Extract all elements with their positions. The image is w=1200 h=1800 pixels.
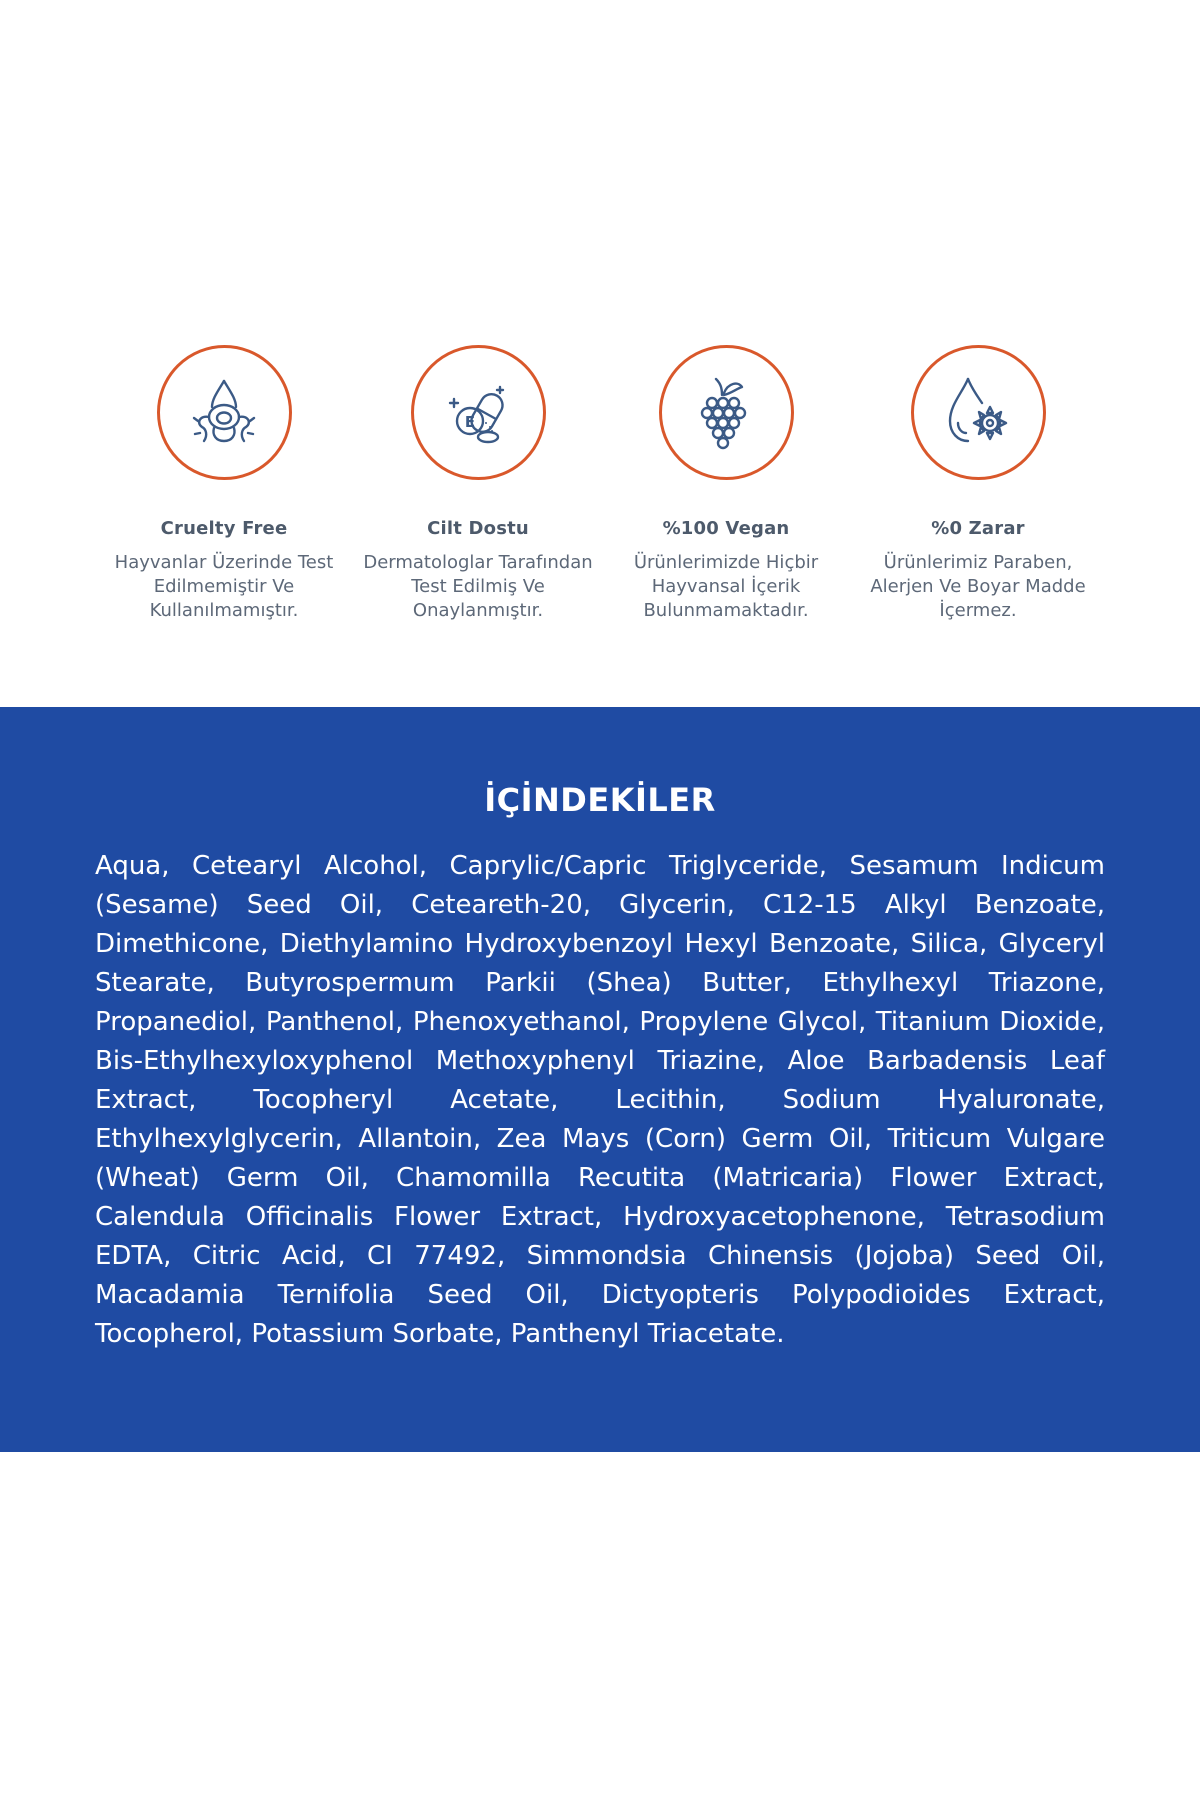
- ingredients-section: [0, 707, 1200, 1452]
- feature-title: Cruelty Free: [160, 518, 288, 539]
- cruelty-free-icon: [182, 371, 266, 455]
- feature-skin-friendly: [358, 345, 598, 623]
- feature-vegan: [606, 345, 846, 623]
- feature-badge-circle: [659, 345, 794, 480]
- grape-vegan-icon: [684, 371, 768, 455]
- feature-title: Cilt Dostu: [427, 518, 529, 539]
- feature-badge-circle: [911, 345, 1046, 480]
- feature-cruelty-free: [104, 345, 344, 623]
- feature-badge-circle: [157, 345, 292, 480]
- ingredients-list: Aqua, Cetearyl Alcohol, Caprylic/Capric Triglyceride, Sesamum Indicum (Sesame) Seed Oil, Ceteareth-20, Glycerin, C12-15 Alkyl Benzoate, Dimethicone, Diethylamino Hydroxybenzoyl Hexyl Benzoate, Silica, Glyceryl Stearate, Butyrospermum Parkii (Shea) Butter, Ethylhexyl Triazone, Propanediol, Panthenol, Phenoxyethanol, Propylene Glycol, Titanium Dioxide, Bis-Ethylhexyloxyphenol Methoxyphenyl Triazine, Aloe Barbadensis Leaf Extract, Tocopheryl Acetate, Lecithin, Sodium Hyaluronate, Ethylhexylglycerin, Allantoin, Zea Mays (Corn) Germ Oil, Triticum Vulgare (Wheat) Germ Oil, Chamomilla Recutita (Matricaria) Flower Extract, Calendula Officinalis Flower Extract, Hydroxyacetophenone, Tetrasodium EDTA, Citric Acid, CI 77492, Simmondsia Chinensis (Jojoba) Seed Oil, Macadamia Ternifolia Seed Oil, Dictyopteris Polypodioides Extract, Tocopherol, Potassium Sorbate, Panthenyl Triacetate.: [95, 851, 1105, 1349]
- feature-title: %100 Vegan: [662, 518, 790, 539]
- feature-description: Ürünlerimizde Hiçbir Hayvansal İçerik Bulunmamaktadır.: [633, 552, 819, 621]
- feature-description: Dermatologlar Tarafından Test Edilmiş Ve Onaylanmıştır.: [363, 552, 593, 621]
- svg-text:E: E: [464, 412, 476, 431]
- feature-description: Hayvanlar Üzerinde Test Edilmemiştir Ve Kullanılmamıştır.: [114, 552, 334, 621]
- feature-description: Ürünlerimiz Paraben, Alerjen Ve Boyar Madde İçermez.: [870, 552, 1086, 621]
- skin-friendly-vitamin-icon: [436, 371, 520, 455]
- feature-title: %0 Zarar: [931, 518, 1025, 539]
- feature-zero-harm: [858, 345, 1098, 623]
- ingredients-heading: İÇİNDEKİLER: [484, 781, 716, 819]
- drop-sunflower-icon: [936, 371, 1020, 455]
- feature-badge-circle: [411, 345, 546, 480]
- features-row: [0, 345, 1200, 645]
